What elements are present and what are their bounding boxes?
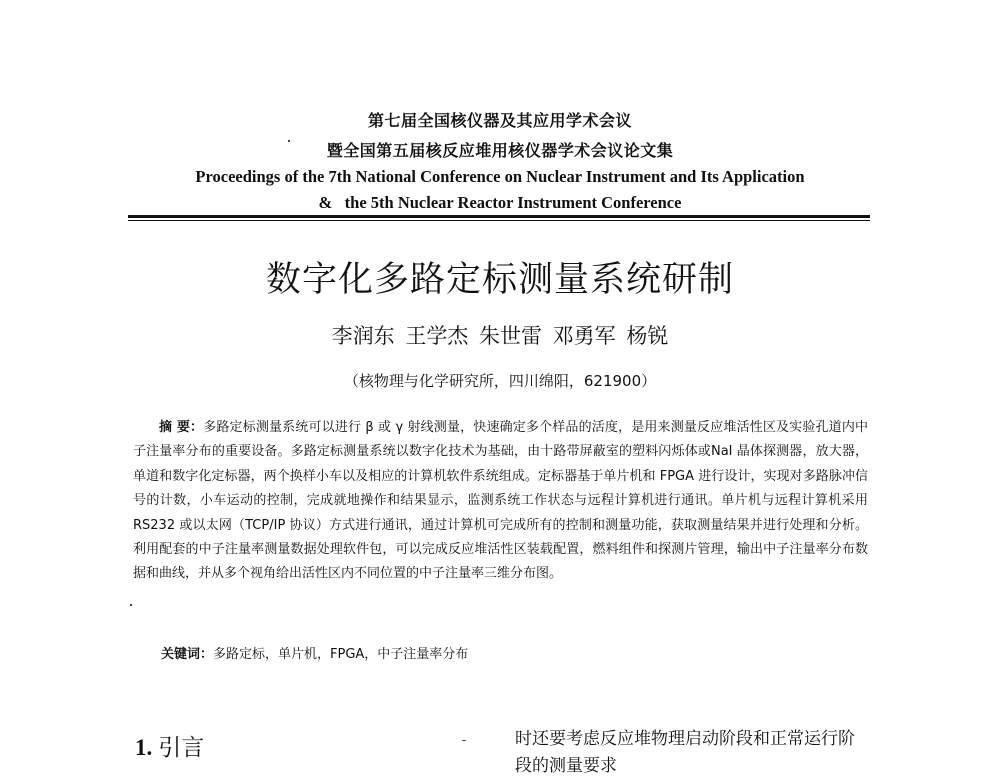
scan-mark: [462, 740, 466, 741]
header-rule-thick: [128, 215, 870, 218]
paper-title: 数字化多路定标测量系统研制: [265, 260, 734, 300]
author-list: 李润东 王学杰 朱世雷 邓勇军 杨锐: [331, 324, 669, 348]
keywords: [161, 643, 468, 667]
right-column-text: 时还要考虑反应堆物理启动阶段和正常运行阶段的测量要求: [515, 729, 855, 776]
proceedings-title-cn-line2: 暨全国第五届核反应堆用核仪器学术会议论文集: [326, 141, 674, 160]
section-number: 1.: [135, 735, 153, 760]
abstract-label: 摘 要：: [159, 420, 204, 435]
section-heading-introduction: [135, 733, 204, 763]
header-rule-thin: [128, 220, 870, 221]
scan-speck: [288, 140, 290, 142]
keywords-text: 多路定标，单片机，FPGA，中子注量率分布: [213, 647, 469, 662]
abstract: [133, 416, 868, 587]
proceedings-title-en-line1: Proceedings of the 7th National Conference on Nuclear Instrument and Its Application: [195, 167, 805, 186]
affiliation: （核物理与化学研究所，四川绵阳，621900）: [343, 372, 657, 390]
abstract-text: 多路定标测量系统可以进行 β 或 γ 射线测量，快速确定多个样品的活度，是用来测量反应堆活性区及实验孔道内中子注量率分布的重要设备。多路定标测量系统以数字化技术为基础，由十路带屏蔽室的塑料闪烁体或NaI 晶体探测器，放大器，单道和数字化定标器，两个换样小车以及相应的计算机软件系统组成。定标器基于单片机和 FPGA 进行设计，实现对多路脉冲信号的计数，小车运动的控制，完成就地操作和结果显示，监测系统工作状态与远程计算机进行通讯。单片机与远程计算机采用 RS232 或以太网（TCP/IP 协议）方式进行通讯，通过计算机可完成所有的控制和测量功能，获取测量结果并进行处理和分析。利用配套的中子注量率测量数据处理软件包，可以完成反应堆活性区装载配置，燃料组件和探测片管理，输出中子注量率分布数据和曲线，并从多个视角给出活性区内不同位置的中子注量率三维分布图。: [133, 420, 868, 582]
proceedings-title-cn-line1: 第七届全国核仪器及其应用学术会议: [367, 111, 632, 130]
keywords-label: 关键词：: [161, 647, 214, 662]
section-title: 引言: [158, 735, 205, 761]
proceedings-title-en-line2: & the 5th Nuclear Reactor Instrument Conference: [318, 193, 682, 212]
scan-speck: [130, 604, 132, 606]
